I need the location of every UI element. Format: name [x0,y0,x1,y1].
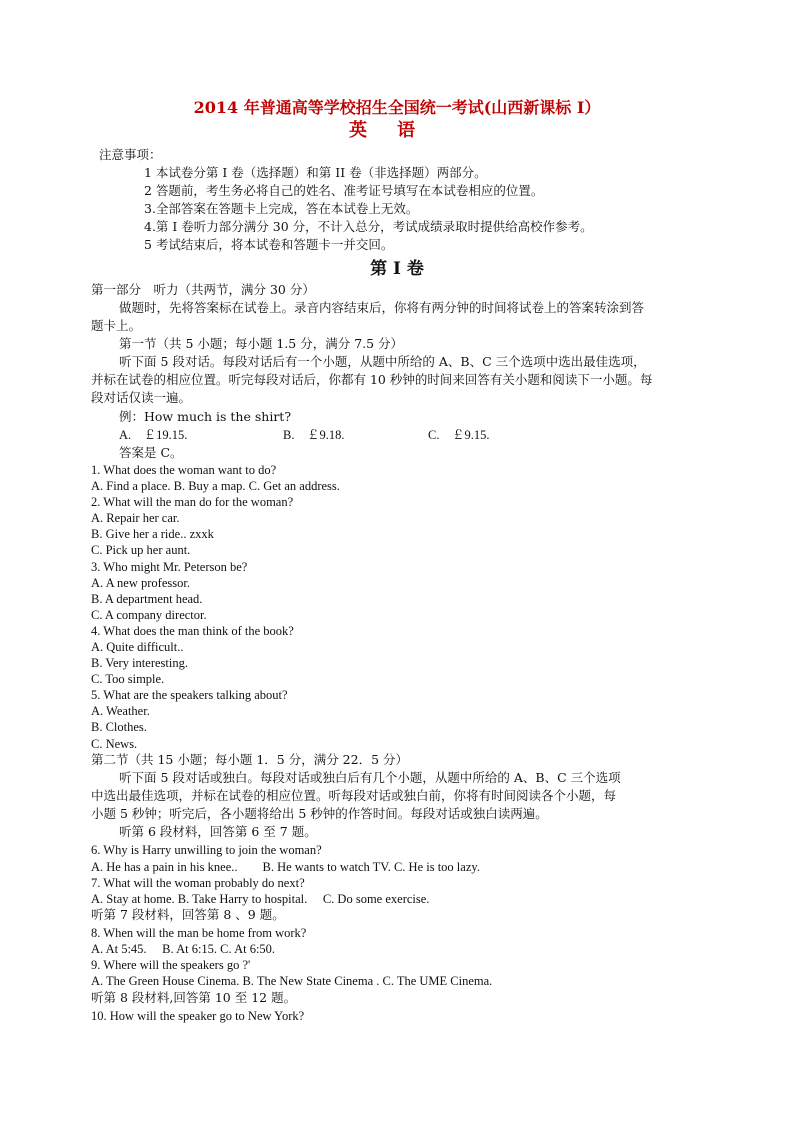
question-line: A. Find a place. B. Buy a map. C. Get an address. [91,479,340,493]
material-heading: 听第 8 段材料,回答第 10 至 12 题。 [91,990,297,1005]
question-line: 8. When will the man be home from work? [91,926,307,940]
question-line: A. Quite difficult.. [91,640,184,654]
question-line: A. The Green House Cinema. B. The New State Cinema . C. The UME Cinema. [91,974,493,988]
question-line: A. At 5:45. B. At 6:15. C. At 6:50. [91,942,276,956]
example-answer: 答案是 C。 [119,445,183,460]
section1-instructions: 并标在试卷的相应位置。听完每段对话后，你都有 10 秒钟的时间来回答有关小题和阅读下一小题。每 [91,372,653,387]
question-line: A. Weather. [91,704,150,718]
question-line: C. Pick up her aunt. [91,543,191,557]
question-line: 1. What does the woman want to do? [91,463,277,477]
section1-heading: 第一节（共 5 小题；每小题 1.5 分，满分 7.5 分） [119,336,404,351]
part1-heading: 第一部分 听力（共两节，满分 30 分） [91,282,315,297]
question-line: 3. Who might Mr. Peterson be? [91,560,248,574]
question-line: B. Give her a ride.. zxxk [91,527,214,541]
question-line: 5. What are the speakers talking about? [91,688,288,702]
example-option: A. ￡19.15. [119,428,188,442]
notes-heading: 注意事项： [99,147,162,162]
question-line: 9. Where will the speakers go ?' [91,958,251,972]
section2-heading: 第二节（共 15 小题；每小题 1．5 分，满分 22．5 分） [91,752,409,767]
section1-instructions: 段对话仅读一遍。 [91,390,192,405]
note-item: 4.第 I 卷听力部分满分 30 分，不计入总分，考试成绩录取时提供给高校作参考。 [144,219,593,234]
question-line: A. Repair her car. [91,511,180,525]
example-option: B. ￡9.18. [283,428,345,442]
question-line: B. A department head. [91,592,203,606]
section1-instructions: 听下面 5 段对话。每段对话后有一个小题，从题中所给的 A、B、C 三个选项中选出最佳选项， [119,354,646,369]
question-line: C. A company director. [91,608,207,622]
note-item: 2 答题前，考生务必将自己的姓名、准考证号填写在本试卷相应的位置。 [144,183,544,198]
section2-instructions: 听下面 5 段对话或独白。每段对话或独白后有几个小题，从题中所给的 A、B、C 三个选项 [119,770,621,785]
question-line: 7. What will the woman probably do next? [91,876,305,890]
subject-title: 英语 [349,120,445,141]
material-heading: 听第 7 段材料，回答第 8 、9 题。 [91,907,285,922]
question-line: A. He has a pain in his knee.. B. He wants to watch TV. C. He is too lazy. [91,860,480,874]
note-item: 5 考试结束后，将本试卷和答题卡一并交回。 [144,237,394,252]
question-line: A. A new professor. [91,576,190,590]
example-option: C. ￡9.15. [428,428,490,442]
question-line: A. Stay at home. B. Take Harry to hospital. C. Do some exercise. [91,892,430,906]
question-line: 4. What does the man think of the book? [91,624,294,638]
part1-intro: 题卡上。 [91,318,142,333]
question-line: B. Very interesting. [91,656,188,670]
note-item: 1 本试卷分第 I 卷（选择题）和第 II 卷（非选择题）两部分。 [144,165,487,180]
question-line: 2. What will the man do for the woman? [91,495,294,509]
exam-title: 2014 年普通高等学校招生全国统一考试(山西新课标 I） [193,98,601,117]
question-line: 6. Why is Harry unwilling to join the woman? [91,843,322,857]
section2-instructions: 小题 5 秒钟；听完后，各小题将给出 5 秒钟的作答时间。每段对话或独白读两遍。 [91,806,548,821]
volume-title: 第 I 卷 [370,259,424,279]
example-question: 例：How much is the shirt? [119,409,292,424]
question-line: 10. How will the speaker go to New York? [91,1009,305,1023]
question-line: C. News. [91,737,138,751]
material-heading: 听第 6 段材料，回答第 6 至 7 题。 [119,824,317,839]
section2-instructions: 中选出最佳选项，并标在试卷的相应位置。听每段对话或独白前，你将有时间阅读各个小题，每 [91,788,617,803]
question-line: C. Too simple. [91,672,165,686]
question-line: B. Clothes. [91,720,147,734]
note-item: 3.全部答案在答题卡上完成，答在本试卷上无效。 [144,201,419,216]
part1-intro: 做题时，先将答案标在试卷上。录音内容结束后，你将有两分钟的时间将试卷上的答案转涂到答 [119,300,645,315]
